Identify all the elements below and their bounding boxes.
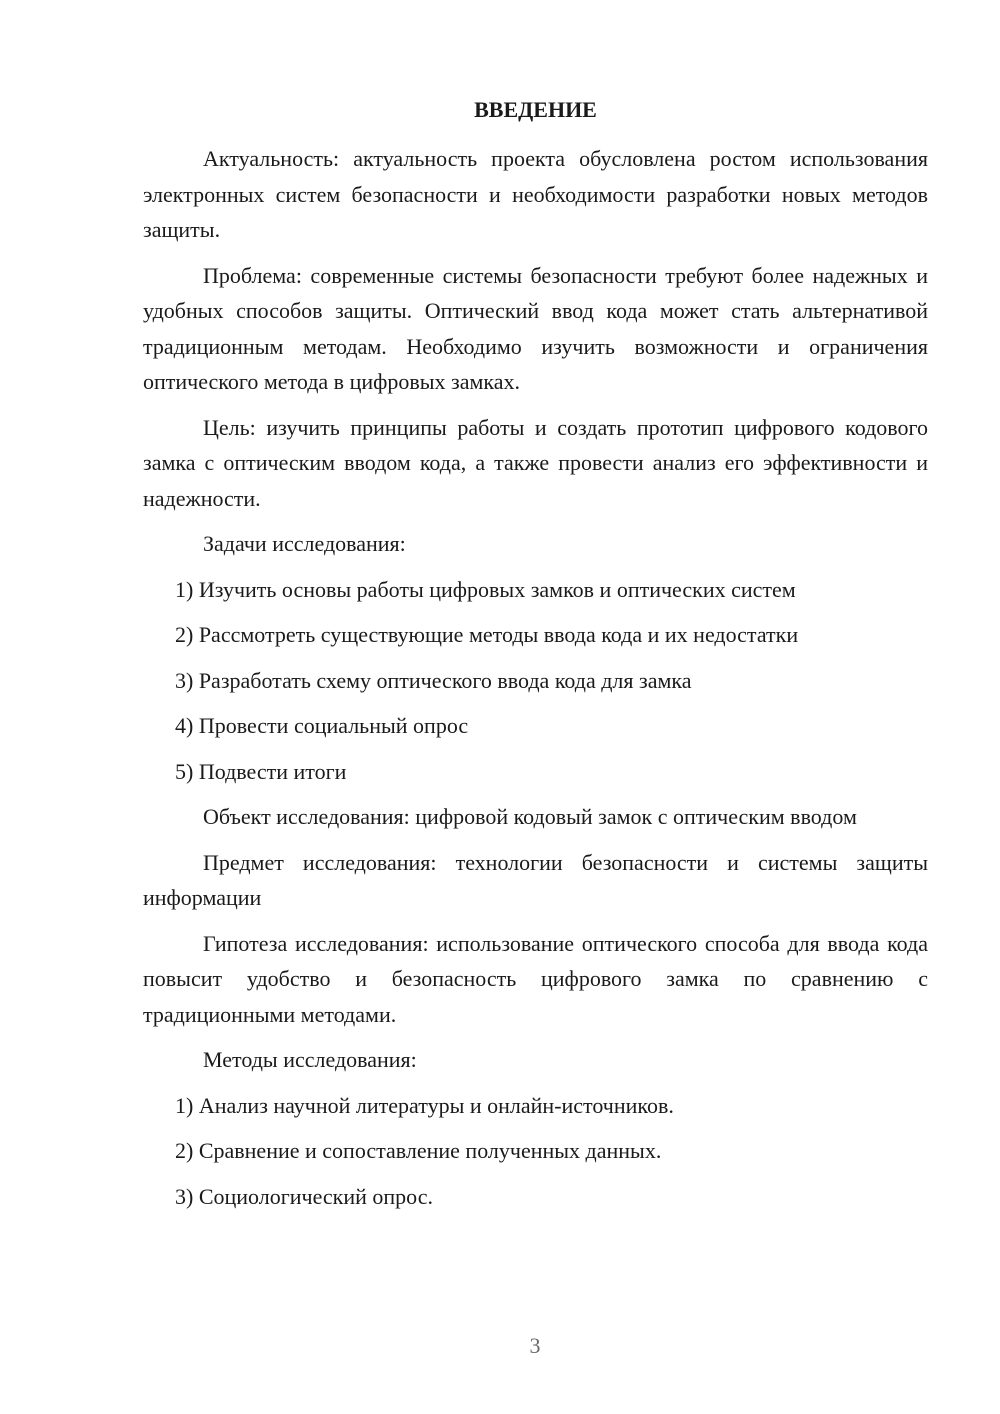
relevance-paragraph: Актуальность: актуальность проекта обусловлена ростом использования электронных систем безопасности и необходимости разработки новых методов защиты.	[143, 146, 928, 242]
task-item: 5) Подвести итоги	[175, 758, 347, 784]
object-paragraph: Объект исследования: цифровой кодовый замок с оптическим вводом	[203, 804, 857, 829]
section-heading: ВВЕДЕНИЕ	[474, 97, 597, 122]
task-item: 2) Рассмотреть существующие методы ввода кода и их недостатки	[175, 622, 799, 647]
subject-paragraph: Предмет исследования: технологии безопасности и системы защиты информации	[143, 849, 928, 910]
page-content	[143, 92, 928, 1224]
method-item: 3) Социологический опрос.	[175, 1183, 433, 1209]
page-number: 3	[529, 1333, 541, 1358]
problem-paragraph: Проблема: современные системы безопасности требуют более надежных и удобных способов защиты. Оптический ввод кода может стать альтернативой традиционным методам. Необходимо изучить возможности и ограничения оптического метода в цифровых замках.	[143, 262, 928, 394]
task-item: 4) Провести социальный опрос	[175, 713, 469, 738]
methods-label: Методы исследования:	[203, 1047, 417, 1072]
hypothesis-paragraph: Гипотеза исследования: использование оптического способа для ввода кода повысит удобство и безопасность цифрового замка по сравнению с традиционными методами.	[143, 930, 928, 1027]
tasks-list	[143, 572, 928, 790]
methods-list	[143, 1088, 928, 1215]
goal-paragraph: Цель: изучить принципы работы и создать прототип цифрового кодового замка с оптическим вводом кода, а также провести анализ его эффективности и надежности.	[143, 414, 928, 511]
task-item: 1) Изучить основы работы цифровых замков и оптических систем	[175, 576, 796, 602]
method-item: 2) Сравнение и сопоставление полученных данных.	[175, 1138, 662, 1163]
tasks-label: Задачи исследования:	[203, 531, 406, 556]
task-item: 3) Разработать схему оптического ввода кода для замка	[175, 667, 692, 693]
method-item: 1) Анализ научной литературы и онлайн-источников.	[175, 1092, 674, 1118]
